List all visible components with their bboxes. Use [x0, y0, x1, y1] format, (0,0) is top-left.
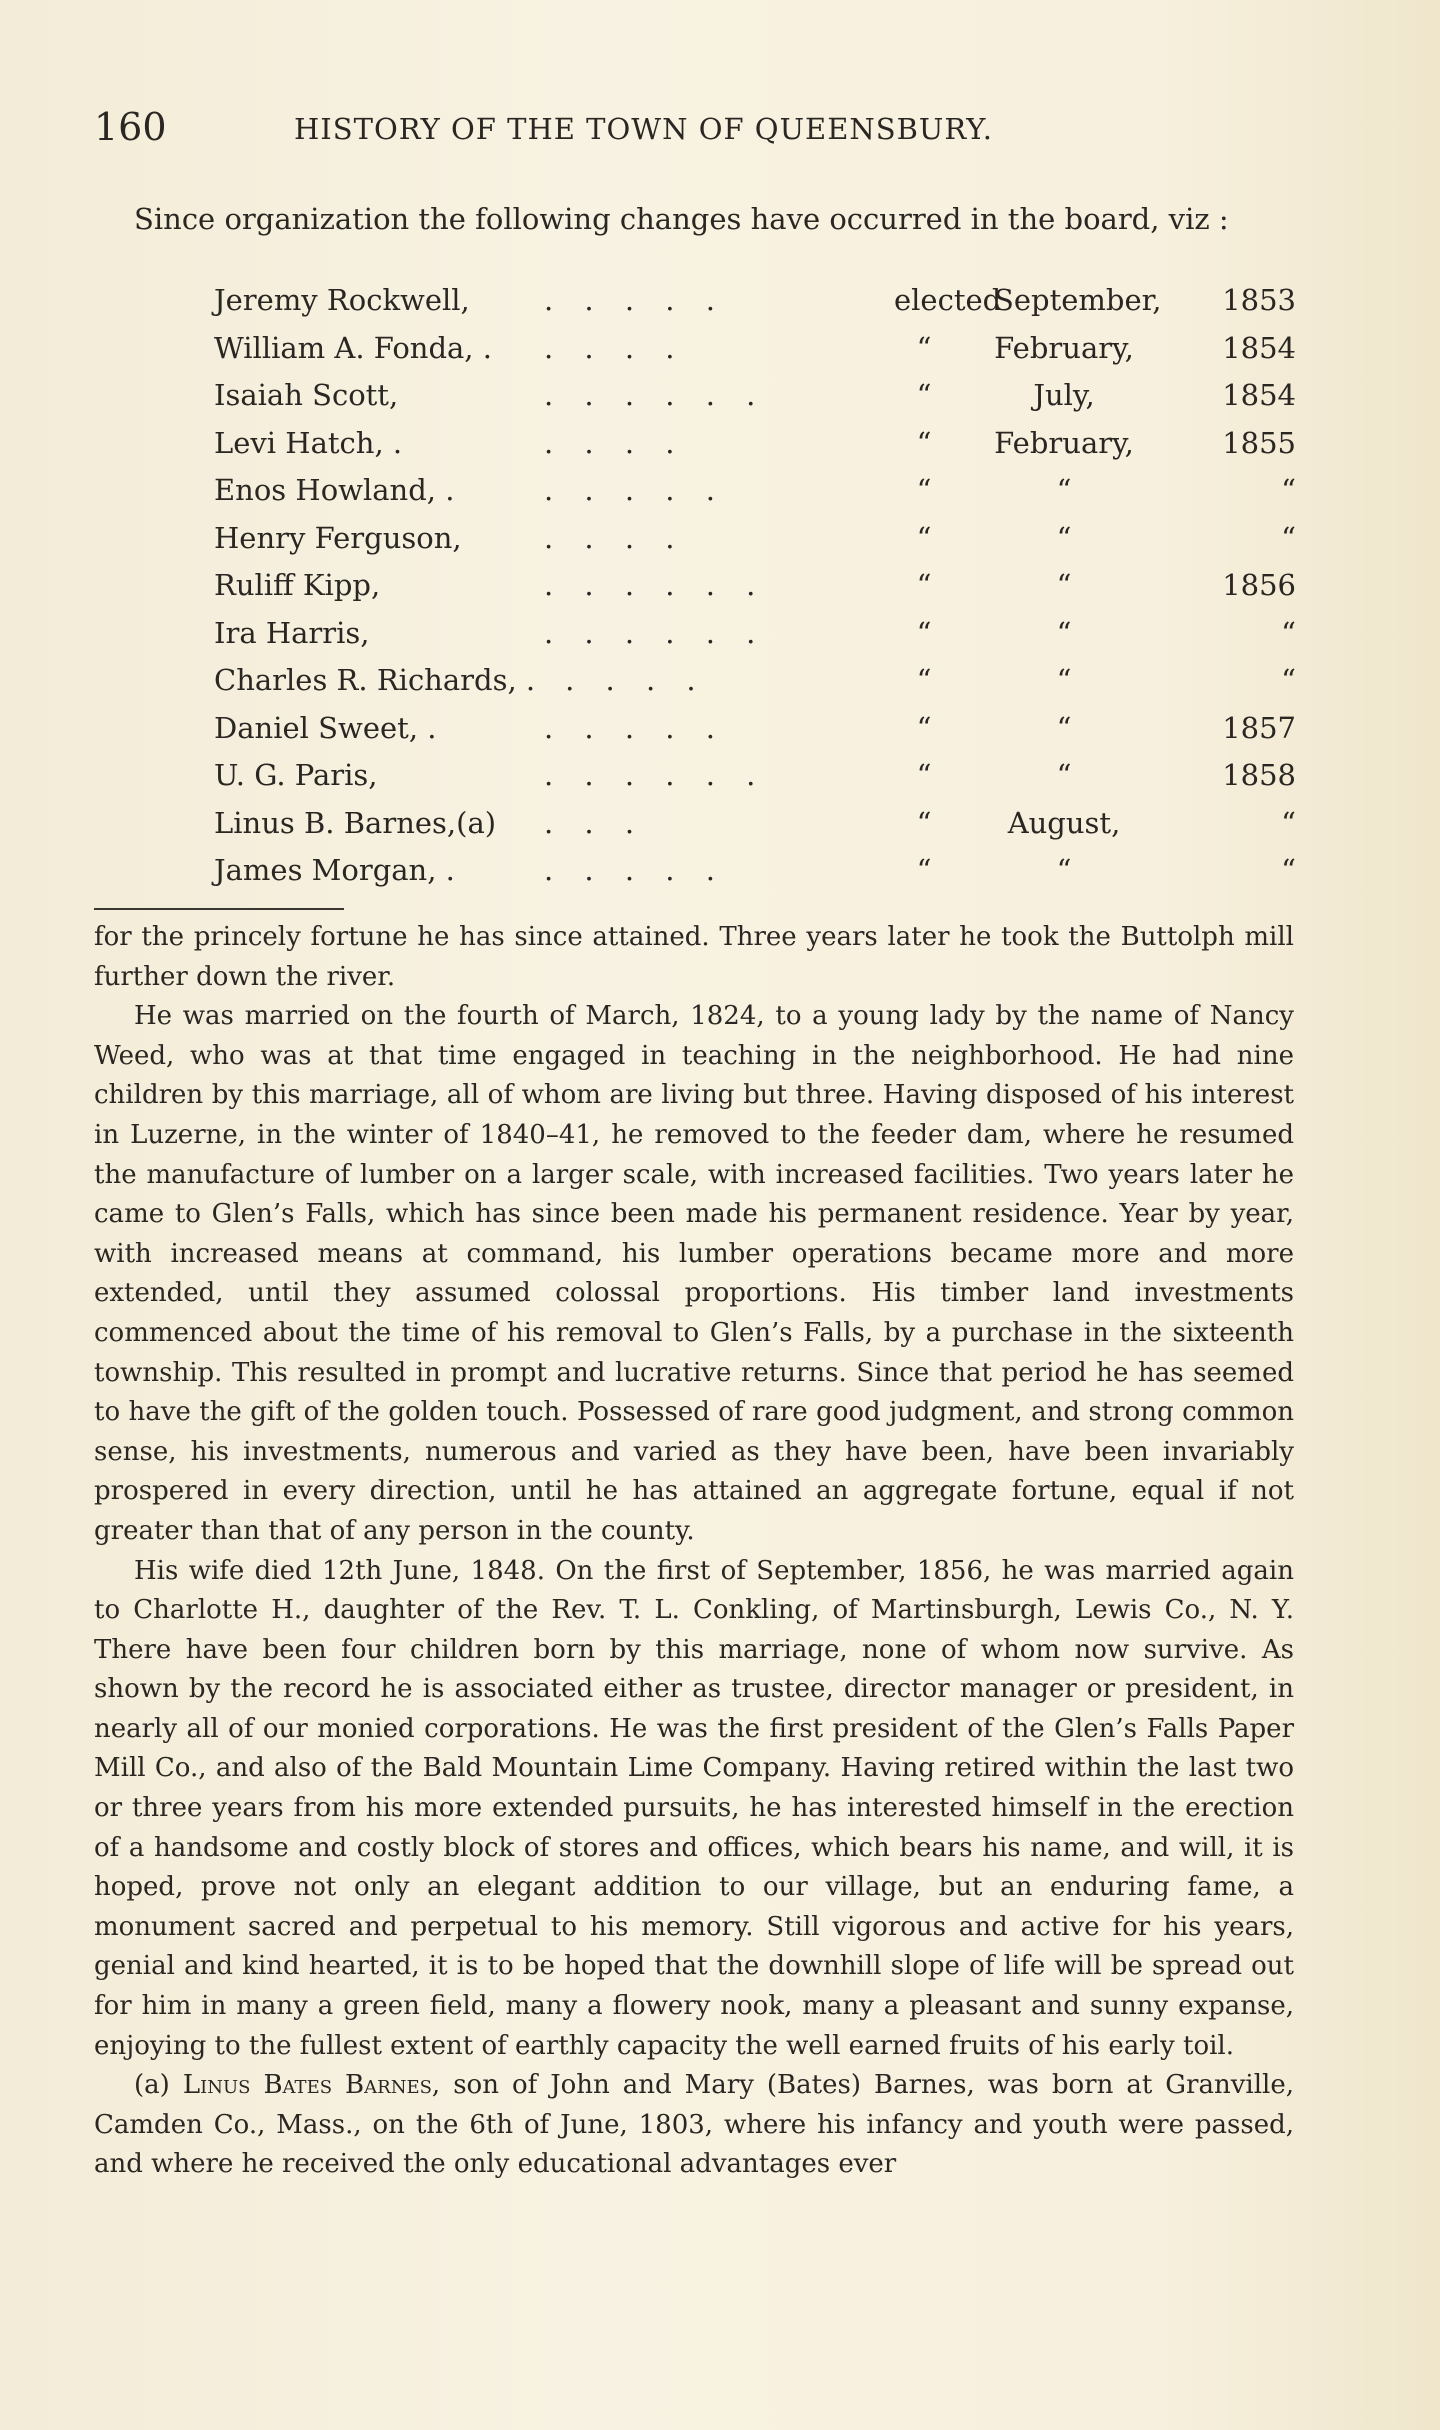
- elected-year: 1854: [1222, 330, 1296, 365]
- board-member-name: Ruliff Kipp,: [214, 568, 381, 602]
- footnote-name: Linus Bates Barnes,: [182, 2070, 441, 2101]
- board-row: [214, 331, 1296, 379]
- board-member-name: Ira Harris,: [214, 615, 370, 650]
- elected-month: “: [1056, 473, 1072, 507]
- board-row: [214, 568, 1296, 616]
- paragraph-3: His wife died 12th June, 1848. On the first of September, 1856, he was married again to Charlotte H., daughter of the Rev. T. L. Conkling, of Martinsburgh, Lewis Co., N. Y. There have been four children born by this marriage, none of whom now survive. As shown by the record he is associated either as trustee, director manager or president, in nearly all of our monied corporations. He was the first president of the Glen’s Falls Paper Mill Co., and also of the Bald Mountain Lime Company. Having retired within the last two or three years from his more extended pursuits, he has interested himself in the erection of a handsome and costly block of stores and offices, which bears his name, and will, it is hoped, prove not only an elegant addition to our village, but an enduring fame, a monument sacred and perpetual to his memory. Still vigorous and active for his years, genial and kind hearted, it is to be hoped that the downhill slope of life will be spread out for him in many a green field, many a flowery nook, many a pleasant and sunny expanse, enjoying to the fullest extent of earthly capacity the well earned fruits of his early toil.: [94, 1555, 1294, 2061]
- elected-year: “: [1281, 663, 1296, 697]
- elected-month: “: [1056, 853, 1072, 887]
- board-member-name: Daniel Sweet, .: [214, 710, 437, 745]
- elected-year: “: [1281, 520, 1296, 555]
- footnote-mark: (a): [134, 2070, 170, 2101]
- elected-year: 1853: [1222, 283, 1296, 317]
- elected-label: “: [916, 378, 932, 412]
- elected-label: “: [916, 805, 932, 840]
- board-member-name: Jeremy Rockwell,: [214, 283, 470, 317]
- board-member-name: Isaiah Scott,: [214, 378, 399, 412]
- board-member-name: Henry Ferguson,: [214, 520, 462, 555]
- elected-month: July,: [1033, 378, 1095, 412]
- leader-dots: . . . .: [544, 330, 675, 365]
- footnote-a: [94, 2066, 1294, 2185]
- board-member-name: U. G. Paris,: [214, 758, 378, 792]
- paragraph-2: He was married on the fourth of March, 1824, to a young lady by the name of Nancy Weed, who was at that time engaged in teaching in the neighborhood. He had nine children by this marriage, all of whom are living but three. Having disposed of his interest in Luzerne, in the winter of 1840–41, he removed to the feeder dam, where he resumed the manufacture of lumber on a larger scale, with increased facilities. Two years later he came to Glen’s Falls, which has since been made his permanent residence. Year by year, with increased means at command, his lumber operations became more and more extended, until they assumed colossal proportions. His timber land investments commenced about the time of his removal to Glen’s Falls, by a purchase in the sixteenth township. This resulted in prompt and lucrative returns. Since that period he has seemed to have the gift of the golden touch. Possessed of rare good judgment, and strong common sense, his investments, numerous and varied as they have been, have been invariably prospered in every direction, until he has attained an aggregate fortune, equal if not greater than that of any person in the county.: [94, 1001, 1294, 1546]
- intro-paragraph: Since organization the following changes have occurred in the board, viz :: [134, 202, 1229, 236]
- elected-year: 1858: [1222, 758, 1296, 792]
- leader-dots: . . . . . .: [544, 378, 756, 412]
- elected-label: “: [916, 425, 932, 460]
- elected-year: 1855: [1222, 425, 1296, 460]
- elected-month: September,: [994, 283, 1162, 317]
- elected-year: “: [1281, 805, 1296, 840]
- leader-dots: . . . . .: [544, 710, 715, 745]
- leader-dots: . . . .: [544, 425, 675, 460]
- board-row: [214, 521, 1296, 569]
- leader-dots: . . . .: [544, 520, 675, 555]
- leader-dots: . . . . . .: [544, 758, 756, 792]
- board-member-name: Linus B. Barnes,(a): [214, 805, 497, 840]
- elected-month: “: [1056, 758, 1072, 792]
- elected-year: 1856: [1222, 568, 1296, 602]
- board-member-name: Levi Hatch, .: [214, 425, 403, 460]
- elected-label: “: [916, 615, 932, 650]
- elected-year: 1854: [1222, 378, 1296, 412]
- elected-year: “: [1281, 615, 1296, 650]
- elected-label: “: [916, 473, 932, 507]
- running-head: HISTORY OF THE TOWN OF QUEENSBURY.: [294, 112, 993, 146]
- elected-year: “: [1281, 473, 1296, 507]
- leader-dots: . . . . . .: [544, 615, 756, 650]
- elected-label: “: [916, 663, 932, 697]
- elected-month: “: [1056, 663, 1072, 697]
- leader-dots: . . . . . .: [544, 568, 756, 602]
- elected-label: “: [916, 330, 932, 365]
- board-member-name: James Morgan, .: [214, 853, 455, 887]
- elected-month: February,: [994, 330, 1134, 365]
- board-row: [214, 711, 1296, 759]
- elected-month: “: [1056, 520, 1072, 555]
- elected-label: elected: [894, 283, 1002, 317]
- paragraph-1: for the princely fortune he has since attained. Three years later he took the Buttolph mill further down the river.: [94, 922, 1294, 992]
- leader-dots: . . . .: [565, 663, 696, 697]
- board-row: [214, 806, 1296, 854]
- board-member-name: Charles R. Richards, .: [214, 663, 536, 697]
- elected-label: “: [916, 568, 932, 602]
- elected-label: “: [916, 758, 932, 792]
- elected-month: February,: [994, 425, 1134, 460]
- board-row: [214, 616, 1296, 664]
- elected-month: “: [1056, 568, 1072, 602]
- footnote-text: son of John and Mary (Bates) Barnes, was born at Granville, Camden Co., Mass., on the 6th of June, 1803, where his infancy and youth were passed, and where he received the only educational advantages ever: [94, 2070, 1295, 2180]
- board-row: [214, 758, 1296, 806]
- elected-label: “: [916, 710, 932, 745]
- board-changes-table: [214, 283, 1296, 901]
- board-row: [214, 473, 1296, 521]
- board-member-name: Enos Howland, .: [214, 473, 455, 507]
- leader-dots: . . .: [544, 805, 635, 840]
- page-number: 160: [94, 105, 167, 149]
- board-row: [214, 853, 1296, 901]
- elected-label: “: [916, 853, 932, 887]
- board-row: [214, 426, 1296, 474]
- page-header: [94, 105, 1294, 155]
- elected-year: 1857: [1222, 710, 1296, 745]
- body-text: [94, 918, 1294, 2185]
- board-row: [214, 663, 1296, 711]
- footnote-rule: [94, 908, 344, 910]
- elected-year: “: [1281, 853, 1296, 887]
- board-row: [214, 378, 1296, 426]
- leader-dots: . . . . .: [544, 853, 715, 887]
- leader-dots: . . . . .: [544, 473, 715, 507]
- elected-label: “: [916, 520, 932, 555]
- elected-month: “: [1056, 615, 1072, 650]
- board-row: [214, 283, 1296, 331]
- elected-month: August,: [1007, 805, 1121, 840]
- elected-month: “: [1056, 710, 1072, 745]
- leader-dots: . . . . .: [544, 283, 715, 317]
- board-member-name: William A. Fonda, .: [214, 330, 492, 365]
